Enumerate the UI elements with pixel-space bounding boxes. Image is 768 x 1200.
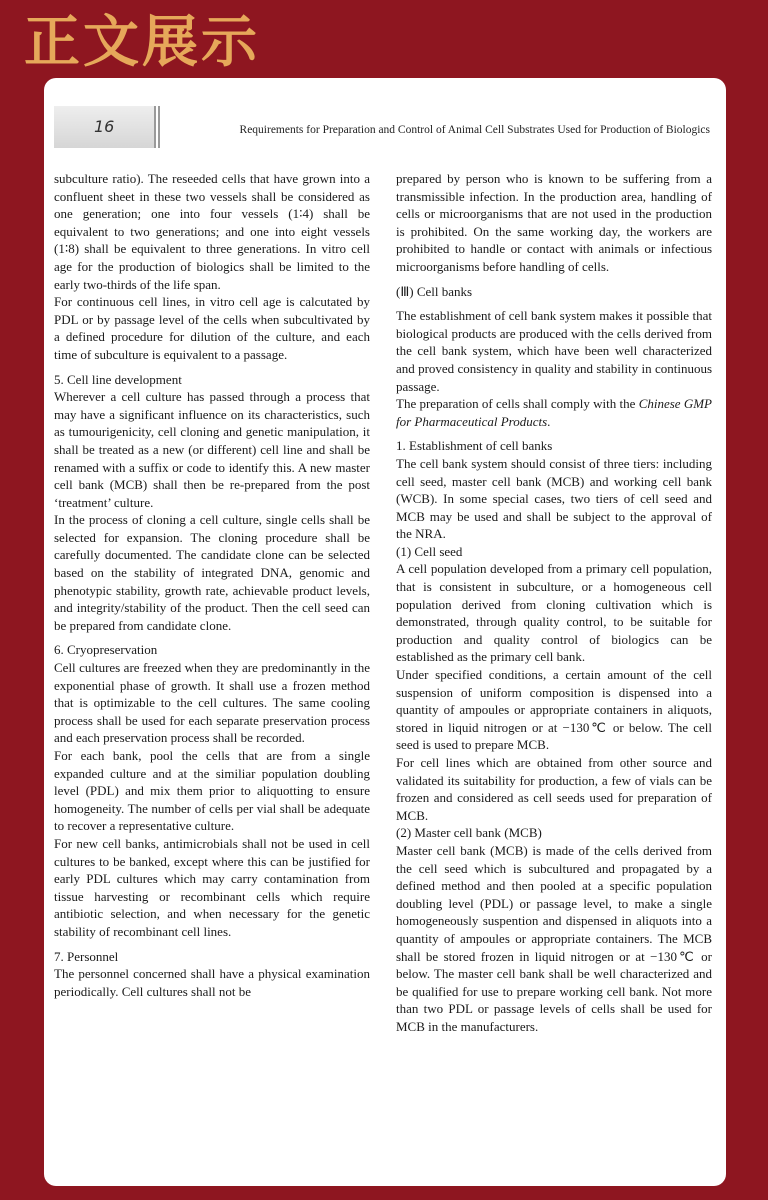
page-number: 16 [94, 117, 115, 136]
document-page [44, 78, 726, 1186]
paragraph: The cell bank system should consist of three tiers: including cell seed, master cell bank (MCB) and working cell bank (WCB). In some special cases, two tiers of cell seed and MCB may be used and shall be subject to the approval of the NRA. [396, 455, 712, 542]
paragraph: The establishment of cell bank system makes it possible that biological products are produced with the cells derived from the cell bank system, which have been well characterized and proved consistency in quality and stability in continuous passage. [396, 308, 712, 394]
header-divider [158, 106, 160, 148]
section-heading: (Ⅲ) Cell banks [396, 283, 473, 299]
left-column [54, 170, 370, 1000]
section-heading: 5. Cell line development [54, 371, 182, 387]
paragraph: Under specified conditions, a certain amount of the cell suspension of uniform composition is dispensed into a quantity of ampoules or appropriate containers in aliquots, stored in liquid nitrogen or at −130℃ or below. The cell seed is used to prepare MCB. [396, 667, 712, 753]
paragraph: Master cell bank (MCB) is made of the cells derived from the cell seed which is subcultured and propagated by a defined method and then pooled at a specific population doubling level (PDL) or passage level, to make a single homogeneously suspention and dispensed in aliquots into a quantity of ampoules or appropriate containers. The MCB shall be stored frozen in liquid nitrogen or at −130℃ or below. The master cell bank shall be well characterized and be qualified for use to prepare working cell bank. Not more than two PDL or passage levels of cells shall be used for MCB in the manufacturers. [396, 842, 712, 1034]
paragraph: Wherever a cell culture has passed through a process that may have a significant influence on its characteristics, such as tumourigenicity, cell cloning and genetic manipulation, it shall be treated as a new (or different) cell line and shall be renamed with a suffix or code to identify this. A new master cell bank (MCB) shall then be re-prepared from the post ‘treatment’ culture. [54, 389, 370, 510]
right-column [396, 170, 712, 1036]
subsection-heading: (2) Master cell bank (MCB) [396, 825, 542, 841]
paragraph: In the process of cloning a cell culture, single cells shall be selected for expansion. The cloning procedure shall be carefully documented. The candidate clone can be selected based on the stability of integrated DNA, genomic and phenotypic stability, growth rate, achievable product levels, and integrity/stability of the product. Then the cell seed can be prepared from candidate clone. [54, 512, 370, 633]
paragraph: For each bank, pool the cells that are from a single expanded culture and at the similiar population doubling level (PDL) and mix them prior to aliquotting to ensure homogeneity. The number of cells per vial shall be adequate to recover a representative culture. [54, 748, 370, 834]
text-run: . [547, 413, 551, 429]
paragraph: Cell cultures are freezed when they are predominantly in the exponential phase of growth. It shall use a frozen method that is optimizable to the cell cultures. The same cooling process shall be used for each separate preservation process and each preservation process shall be recorded. [54, 660, 370, 746]
section-heading: 7. Personnel [54, 948, 119, 964]
paragraph: prepared by person who is known to be suffering from a transmissible infection. In the production area, handling of cells or microorganisms that are not used in the production is prohibited. On the same working day, the workers are prohibited to handle or contact with animals or infectious microorganisms before handling of cells. [396, 171, 712, 274]
subsection-heading: (1) Cell seed [396, 543, 463, 559]
paragraph: subculture ratio). The reseeded cells that have grown into a confluent sheet in these two vessels shall be considered as one generation; one into four vessels (1∶4) shall be equivalent to two generations; and one into eight vessels (1∶8) shall be equivalent to three generations. In vitro cell age for the production of biologics shall be limited to the early two-thirds of the life span. [54, 171, 370, 292]
paragraph: For continuous cell lines, in vitro cell age is calcutated by PDL or by passage level of the cells when subcultivated by a defined procedure for dilution of the culture, and each time of subculture is equivalent to a passage. [54, 294, 370, 362]
section-heading: 6. Cryopreservation [54, 642, 158, 658]
paragraph [396, 395, 712, 430]
page-number-box [54, 106, 156, 148]
gmp-title: Chinese GMP for Pharmaceutical Products [396, 396, 712, 429]
paragraph: For new cell banks, antimicrobials shall not be used in cell cultures to be banked, except where this can be justified for early PDL cultures which may carry contamination from tissue harvesting or recombinant cells which require antibiotic selection, and when necessary for the genetic stability of recombinant cell lines. [54, 835, 370, 939]
paragraph: For cell lines which are obtained from other source and validated its suitability for production, a few of vials can be frozen and considered as cell seeds used for preparation of MCB. [396, 755, 712, 823]
page-header [54, 106, 716, 148]
section-heading: 1. Establishment of cell banks [396, 438, 553, 454]
text-run: The preparation of cells shall comply with the [396, 396, 636, 412]
paragraph: A cell population developed from a primary cell population, that is consistent in subculture, or a homogeneous cell population derived from cloning cultivation which is demonstrated, through quality control, to be suitable for production and quality control of biologics can be established as the primary cell bank. [396, 561, 712, 665]
running-title: Requirements for Preparation and Control of Animal Cell Substrates Used for Production of Biologics [239, 124, 710, 136]
banner-title: 正文展示 [24, 10, 260, 75]
paragraph: The personnel concerned shall have a physical examination periodically. Cell cultures shall not be [54, 966, 370, 999]
